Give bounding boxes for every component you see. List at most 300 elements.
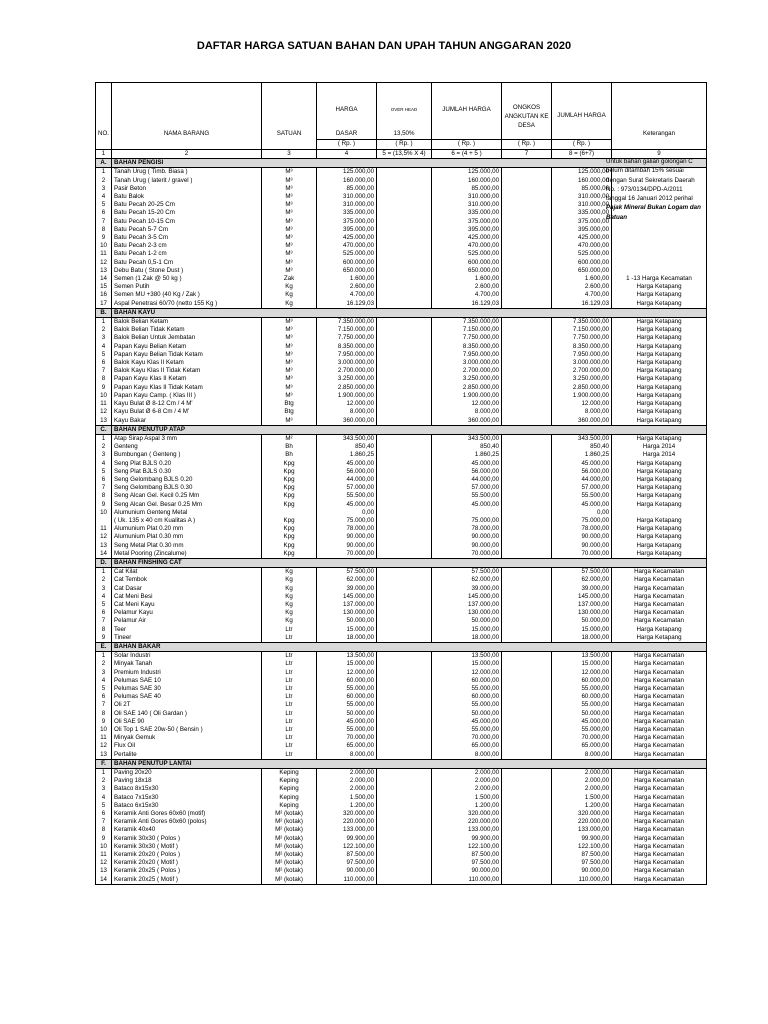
- row-total: 15.000,00: [552, 660, 612, 668]
- row-item-name: Seng Plat BJLS 0.20: [112, 460, 262, 468]
- row-keterangan: Harga Ketapang: [612, 375, 707, 383]
- row-item-name: Seng Alcan Gel. Kecil 0.25 Mm: [112, 492, 262, 500]
- row-total: 50.000,00: [552, 710, 612, 718]
- row-total: 12.000,00: [552, 400, 612, 408]
- row-jumlah: 15.000,00: [432, 660, 502, 668]
- row-keterangan: Harga Ketapang: [612, 517, 707, 525]
- row-overhead: [377, 267, 432, 275]
- row-jumlah: 425.000,00: [432, 234, 502, 242]
- row-keterangan: Harga Kecamatan: [612, 835, 707, 843]
- row-total: 7.150.000,00: [552, 326, 612, 334]
- row-ongkos: [502, 234, 552, 242]
- section-header: [96, 425, 707, 434]
- row-no: 8: [96, 375, 112, 383]
- row-unit: M³: [262, 375, 317, 383]
- row-ongkos: [502, 785, 552, 793]
- row-ongkos: [502, 343, 552, 351]
- row-keterangan: Harga Kecamatan: [612, 851, 707, 859]
- row-item-name: Pelamur Air: [112, 617, 262, 625]
- row-keterangan: [612, 234, 707, 242]
- row-overhead: [377, 283, 432, 291]
- row-no: 1: [96, 318, 112, 327]
- row-item-name: Cat Meni Besi: [112, 593, 262, 601]
- row-jumlah: 44.000,00: [432, 476, 502, 484]
- row-jumlah: 45.000,00: [432, 460, 502, 468]
- row-no: 12: [96, 408, 112, 416]
- row-item-name: Teer: [112, 626, 262, 634]
- row-jumlah: 57.000,00: [432, 484, 502, 492]
- row-jumlah: 99.900,00: [432, 835, 502, 843]
- row-total: 2.600,00: [552, 283, 612, 291]
- row-unit: Keping: [262, 777, 317, 785]
- row-jumlah: 8.000,00: [432, 408, 502, 416]
- row-unit: Kg: [262, 283, 317, 291]
- row-no: 2: [96, 326, 112, 334]
- row-overhead: [377, 677, 432, 685]
- row-ongkos: [502, 609, 552, 617]
- row-ongkos: [502, 218, 552, 226]
- row-harga-dasar: 8.350.000,00: [317, 343, 377, 351]
- row-keterangan: Harga Ketapang: [612, 476, 707, 484]
- row-overhead: [377, 259, 432, 267]
- row-jumlah: 125.000,00: [432, 168, 502, 177]
- row-no: 8: [96, 826, 112, 834]
- row-no: 10: [96, 509, 112, 517]
- row-ongkos: [502, 693, 552, 701]
- row-item-name: Aspal Penetrasi 60/70 (netto 155 Kg ): [112, 300, 262, 309]
- section-header: [96, 308, 707, 317]
- section-code: E.: [96, 642, 112, 651]
- row-keterangan: Harga Kecamatan: [612, 677, 707, 685]
- row-item-name: Balok Belian Ketam: [112, 318, 262, 327]
- row-unit: Ltr: [262, 734, 317, 742]
- table-row: [96, 408, 707, 416]
- row-jumlah: 360.000,00: [432, 417, 502, 426]
- row-ongkos: [502, 226, 552, 234]
- row-jumlah: 145.000,00: [432, 593, 502, 601]
- row-harga-dasar: 360.000,00: [317, 417, 377, 426]
- table-row: [96, 384, 707, 392]
- row-unit: Kpg: [262, 484, 317, 492]
- row-harga-dasar: 45.000,00: [317, 718, 377, 726]
- row-no: 5: [96, 802, 112, 810]
- row-unit: M³: [262, 318, 317, 327]
- row-total: 90.000,00: [552, 867, 612, 875]
- row-total: 60.000,00: [552, 677, 612, 685]
- table-row: [96, 484, 707, 492]
- row-ongkos: [502, 392, 552, 400]
- row-jumlah: 160.000,00: [432, 177, 502, 185]
- row-overhead: [377, 517, 432, 525]
- row-overhead: [377, 693, 432, 701]
- row-no: 12: [96, 859, 112, 867]
- row-ongkos: [502, 835, 552, 843]
- row-no: 3: [96, 451, 112, 459]
- row-item-name: Pelamur Kayu: [112, 609, 262, 617]
- row-no: 9: [96, 634, 112, 643]
- row-unit: Ltr: [262, 669, 317, 677]
- row-jumlah: 39.000,00: [432, 585, 502, 593]
- row-unit: M³: [262, 392, 317, 400]
- row-keterangan: Harga Kecamatan: [612, 660, 707, 668]
- row-jumlah: 650.000,00: [432, 267, 502, 275]
- row-total: 70.000,00: [552, 734, 612, 742]
- row-total: 1.600,00: [552, 275, 612, 283]
- row-overhead: [377, 769, 432, 778]
- row-unit: M³: [262, 177, 317, 185]
- row-harga-dasar: 56.000,00: [317, 468, 377, 476]
- row-item-name: Pelumas SAE 40: [112, 693, 262, 701]
- row-overhead: [377, 710, 432, 718]
- row-keterangan: Harga Ketapang: [612, 525, 707, 533]
- section-code: C.: [96, 425, 112, 434]
- row-no: 9: [96, 234, 112, 242]
- row-ongkos: [502, 710, 552, 718]
- row-total: 87.500,00: [552, 851, 612, 859]
- row-item-name: Seng Alcan Gel. Besar 0.25 Mm: [112, 501, 262, 509]
- row-harga-dasar: 50.000,00: [317, 617, 377, 625]
- row-item-name: Keramik 20x20 ( Motif ): [112, 859, 262, 867]
- row-item-name: Seng Plat BJLS 0.30: [112, 468, 262, 476]
- row-item-name: Papan Kayu Klas II Tidak Ketam: [112, 384, 262, 392]
- row-overhead: [377, 843, 432, 851]
- row-item-name: Kayu Bulat Ø 6-8 Cm / 4 M': [112, 408, 262, 416]
- row-harga-dasar: 55.500,00: [317, 492, 377, 500]
- row-total: 375.000,00: [552, 218, 612, 226]
- table-row: [96, 867, 707, 875]
- table-row: [96, 283, 707, 291]
- row-item-name: Batu Pecah 0,5-1 Cm: [112, 259, 262, 267]
- row-keterangan: Harga Kecamatan: [612, 593, 707, 601]
- row-harga-dasar: 310.000,00: [317, 193, 377, 201]
- row-item-name: Oli Top 1 SAE 20w-50 ( Bensin ): [112, 726, 262, 734]
- row-overhead: [377, 334, 432, 342]
- row-unit: Kpg: [262, 542, 317, 550]
- row-item-name: Debu Batu ( Stone Dust ): [112, 267, 262, 275]
- row-unit: M³: [262, 201, 317, 209]
- row-harga-dasar: 50.000,00: [317, 710, 377, 718]
- row-no: 2: [96, 443, 112, 451]
- row-harga-dasar: 137.000,00: [317, 601, 377, 609]
- column-number: 6 = (4 + 5 ): [432, 150, 502, 159]
- row-overhead: [377, 417, 432, 426]
- row-item-name: Papan Kayu Camp. ( Klas III ): [112, 392, 262, 400]
- row-item-name: Cat Tembok: [112, 576, 262, 584]
- row-unit: M² (kotak): [262, 810, 317, 818]
- row-unit: Kg: [262, 593, 317, 601]
- header-rp: ( Rp. ): [317, 140, 377, 150]
- row-ongkos: [502, 501, 552, 509]
- row-ongkos: [502, 484, 552, 492]
- row-overhead: [377, 601, 432, 609]
- row-item-name: Batu Balok: [112, 193, 262, 201]
- row-harga-dasar: 87.500,00: [317, 851, 377, 859]
- row-unit: Ltr: [262, 634, 317, 643]
- row-harga-dasar: 57.500,00: [317, 568, 377, 577]
- header-satuan: SATUAN: [262, 130, 317, 140]
- row-unit: M³: [262, 193, 317, 201]
- table-row: [96, 267, 707, 275]
- row-item-name: Pertalite: [112, 751, 262, 760]
- row-total: 4.700,00: [552, 291, 612, 299]
- table-row: [96, 843, 707, 851]
- row-item-name: Batu Pecah 2-3 cm: [112, 242, 262, 250]
- row-no: 3: [96, 785, 112, 793]
- section-header: [96, 642, 707, 651]
- row-harga-dasar: 130.000,00: [317, 609, 377, 617]
- row-item-name: Kayu Bakar: [112, 417, 262, 426]
- row-keterangan: Harga Kecamatan: [612, 568, 707, 577]
- row-item-name: Oli SAE 140 ( Oli Gardan ): [112, 710, 262, 718]
- row-no: 4: [96, 193, 112, 201]
- table-row: [96, 718, 707, 726]
- row-total: 16.129,03: [552, 300, 612, 309]
- row-unit: M³: [262, 359, 317, 367]
- row-unit: M³: [262, 267, 317, 275]
- row-harga-dasar: 2.000,00: [317, 785, 377, 793]
- row-item-name: Metal Pooring (Zincalume): [112, 550, 262, 559]
- row-harga-dasar: 90.000,00: [317, 542, 377, 550]
- row-unit: Keping: [262, 769, 317, 778]
- row-total: 133.000,00: [552, 826, 612, 834]
- row-jumlah: 75.000,00: [432, 517, 502, 525]
- row-keterangan: Harga Kecamatan: [612, 751, 707, 760]
- row-harga-dasar: 18.000,00: [317, 634, 377, 643]
- row-ongkos: [502, 509, 552, 517]
- row-item-name: Pelumas SAE 30: [112, 685, 262, 693]
- row-item-name: Oli 2T: [112, 701, 262, 709]
- row-harga-dasar: 3.250.000,00: [317, 375, 377, 383]
- row-jumlah: 1.200,00: [432, 802, 502, 810]
- header-no: NO.: [96, 130, 112, 140]
- row-overhead: [377, 367, 432, 375]
- header-rp: ( Rp. ): [502, 140, 552, 150]
- row-harga-dasar: 57.000,00: [317, 484, 377, 492]
- row-no: 13: [96, 542, 112, 550]
- row-item-name: Batu Pecah 20-25 Cm: [112, 201, 262, 209]
- row-overhead: [377, 468, 432, 476]
- row-jumlah: 60.000,00: [432, 677, 502, 685]
- row-harga-dasar: 470.000,00: [317, 242, 377, 250]
- row-keterangan: Harga Kecamatan: [612, 794, 707, 802]
- row-harga-dasar: 425.000,00: [317, 234, 377, 242]
- row-total: 8.000,00: [552, 408, 612, 416]
- row-harga-dasar: 99.900,00: [317, 835, 377, 843]
- row-total: 122.100,00: [552, 843, 612, 851]
- row-total: 57.500,00: [552, 568, 612, 577]
- row-ongkos: [502, 351, 552, 359]
- row-keterangan: Harga Ketapang: [612, 634, 707, 643]
- row-unit: M² (kotak): [262, 826, 317, 834]
- header-ongkos: ONGKOS ANGKUTAN KE DESA: [502, 103, 552, 130]
- row-no: 10: [96, 726, 112, 734]
- row-jumlah: 1.860,25: [432, 451, 502, 459]
- row-no: 13: [96, 751, 112, 760]
- row-ongkos: [502, 777, 552, 785]
- row-ongkos: [502, 417, 552, 426]
- row-keterangan: Harga Kecamatan: [612, 859, 707, 867]
- row-harga-dasar: 160.000,00: [317, 177, 377, 185]
- row-jumlah: 3.250.000,00: [432, 375, 502, 383]
- row-no: 10: [96, 242, 112, 250]
- row-item-name: ( Uk. 135 x 40 cm Kualitas A ): [112, 517, 262, 525]
- table-row: [96, 660, 707, 668]
- row-jumlah: 8.350.000,00: [432, 343, 502, 351]
- row-unit: M³: [262, 242, 317, 250]
- row-keterangan: Harga Ketapang: [612, 300, 707, 309]
- header-pct: 13,50%: [377, 130, 432, 140]
- row-keterangan: Harga Ketapang: [612, 460, 707, 468]
- row-total: 2.000,00: [552, 785, 612, 793]
- row-keterangan: Harga Ketapang: [612, 351, 707, 359]
- table-row: [96, 734, 707, 742]
- row-ongkos: [502, 669, 552, 677]
- row-keterangan: Harga Kecamatan: [612, 826, 707, 834]
- row-ongkos: [502, 867, 552, 875]
- row-keterangan: Harga Kecamatan: [612, 669, 707, 677]
- table-row: [96, 818, 707, 826]
- row-overhead: [377, 234, 432, 242]
- row-keterangan: Harga Kecamatan: [612, 576, 707, 584]
- table-row: [96, 291, 707, 299]
- row-keterangan: Harga Ketapang: [612, 367, 707, 375]
- table-row: [96, 234, 707, 242]
- row-unit: Zak: [262, 275, 317, 283]
- row-item-name: Keramik 20x25 ( Polos ): [112, 867, 262, 875]
- row-harga-dasar: 2.000,00: [317, 777, 377, 785]
- row-unit: M³: [262, 384, 317, 392]
- table-row: [96, 242, 707, 250]
- row-keterangan: Harga Ketapang: [612, 484, 707, 492]
- table-row: [96, 476, 707, 484]
- row-overhead: [377, 734, 432, 742]
- row-total: 55.000,00: [552, 701, 612, 709]
- row-keterangan: Harga Kecamatan: [612, 726, 707, 734]
- row-item-name: Keramik 40x40: [112, 826, 262, 834]
- row-overhead: [377, 685, 432, 693]
- row-ongkos: [502, 177, 552, 185]
- table-row: [96, 334, 707, 342]
- row-keterangan: Harga Ketapang: [612, 492, 707, 500]
- table-row: [96, 550, 707, 559]
- row-jumlah: 310.000,00: [432, 193, 502, 201]
- row-unit: M³: [262, 351, 317, 359]
- row-harga-dasar: 62.000,00: [317, 576, 377, 584]
- row-overhead: [377, 226, 432, 234]
- row-overhead: [377, 476, 432, 484]
- row-jumlah: 90.000,00: [432, 533, 502, 541]
- row-overhead: [377, 359, 432, 367]
- row-item-name: Semen (1 Zak @ 50 kg ): [112, 275, 262, 283]
- row-overhead: [377, 751, 432, 760]
- table-row: [96, 742, 707, 750]
- row-no: 9: [96, 835, 112, 843]
- row-unit: M² (kotak): [262, 843, 317, 851]
- row-ongkos: [502, 601, 552, 609]
- row-total: 1.200,00: [552, 802, 612, 810]
- table-row: [96, 876, 707, 885]
- row-no: 14: [96, 275, 112, 283]
- row-harga-dasar: 1.500,00: [317, 794, 377, 802]
- row-no: 8: [96, 226, 112, 234]
- table-row: [96, 669, 707, 677]
- row-no: 8: [96, 492, 112, 500]
- row-total: 360.000,00: [552, 417, 612, 426]
- row-jumlah: 133.000,00: [432, 826, 502, 834]
- row-keterangan: [612, 259, 707, 267]
- row-item-name: Oli SAE 90: [112, 718, 262, 726]
- header-rp: ( Rp. ): [432, 140, 502, 150]
- row-item-name: Batu Pecah 1-2 cm: [112, 250, 262, 258]
- row-overhead: [377, 484, 432, 492]
- row-item-name: Cat Kilat: [112, 568, 262, 577]
- row-ongkos: [502, 267, 552, 275]
- row-ongkos: [502, 193, 552, 201]
- row-item-name: Batu Pecah 5-7 Cm: [112, 226, 262, 234]
- table-row: [96, 533, 707, 541]
- row-item-name: Balok Belian Untuk Jembatan: [112, 334, 262, 342]
- row-ongkos: [502, 275, 552, 283]
- row-overhead: [377, 568, 432, 577]
- row-harga-dasar: 122.100,00: [317, 843, 377, 851]
- row-ongkos: [502, 634, 552, 643]
- row-harga-dasar: 650.000,00: [317, 267, 377, 275]
- row-no: [96, 517, 112, 525]
- row-unit: Ltr: [262, 710, 317, 718]
- row-jumlah: [432, 509, 502, 517]
- row-item-name: Tanah Urug ( Timb. Biasa ): [112, 168, 262, 177]
- row-jumlah: 7.950.000,00: [432, 351, 502, 359]
- table-row: [96, 343, 707, 351]
- row-ongkos: [502, 550, 552, 559]
- row-ongkos: [502, 517, 552, 525]
- row-no: 7: [96, 617, 112, 625]
- row-jumlah: 45.000,00: [432, 501, 502, 509]
- row-ongkos: [502, 468, 552, 476]
- table-row: [96, 777, 707, 785]
- row-unit: Bh: [262, 451, 317, 459]
- row-jumlah: 50.000,00: [432, 710, 502, 718]
- section-name: BAHAN PENUTUP LANTAI: [112, 759, 707, 768]
- row-keterangan: Harga 2014: [612, 451, 707, 459]
- row-overhead: [377, 576, 432, 584]
- row-unit: Kpg: [262, 492, 317, 500]
- row-overhead: [377, 660, 432, 668]
- row-item-name: Minyak Tanah: [112, 660, 262, 668]
- row-unit: Ltr: [262, 701, 317, 709]
- row-total: 97.500,00: [552, 859, 612, 867]
- row-harga-dasar: 45.000,00: [317, 501, 377, 509]
- row-total: 0,00: [552, 509, 612, 517]
- row-total: 650.000,00: [552, 267, 612, 275]
- row-harga-dasar: 85.000,00: [317, 185, 377, 193]
- row-keterangan: Harga Kecamatan: [612, 585, 707, 593]
- table-row: [96, 367, 707, 375]
- row-jumlah: 56.000,00: [432, 468, 502, 476]
- row-no: 6: [96, 609, 112, 617]
- row-keterangan: Harga Kecamatan: [612, 685, 707, 693]
- table-row: [96, 468, 707, 476]
- row-jumlah: 7.350.000,00: [432, 318, 502, 327]
- row-ongkos: [502, 876, 552, 885]
- row-ongkos: [502, 794, 552, 802]
- row-jumlah: 18.000,00: [432, 634, 502, 643]
- row-keterangan: Harga Kecamatan: [612, 785, 707, 793]
- row-jumlah: 55.000,00: [432, 685, 502, 693]
- row-harga-dasar: 70.000,00: [317, 550, 377, 559]
- row-ongkos: [502, 701, 552, 709]
- table-row: [96, 568, 707, 577]
